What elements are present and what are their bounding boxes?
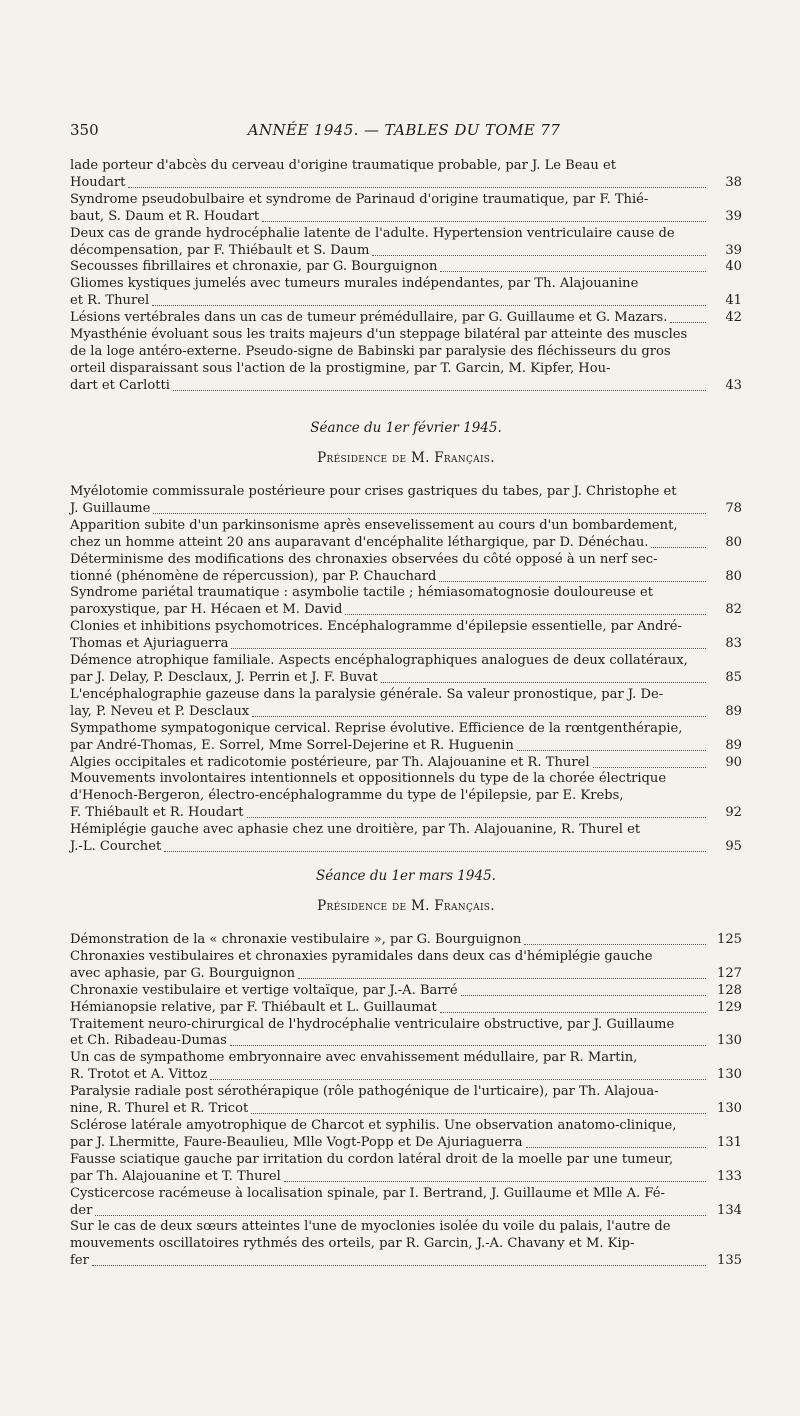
toc-entry-line <box>70 360 706 378</box>
toc-entry-text: paroxystique, par H. Hécaen et M. David <box>70 602 343 618</box>
toc-entry-line <box>70 534 706 552</box>
leader-dots <box>92 1253 706 1266</box>
leader-dots <box>128 175 706 188</box>
toc-entry-text: Déterminisme des modifications des chronaxies observées du côté opposé à un nerf sec- <box>70 551 658 567</box>
toc-page-number: 80 <box>725 534 742 550</box>
toc-entry-text: Apparition subite d'un parkinsonisme après ensevelissement au cours d'un bombardement, <box>70 517 678 533</box>
toc-entry-text: fer <box>70 1253 89 1269</box>
toc-entry-line <box>70 619 706 636</box>
toc-section-2 <box>70 484 742 856</box>
toc-entry-text: Myélotomie commissurale postérieure pour crises gastriques du tabes, par J. Christophe et <box>70 484 677 499</box>
toc-entry-text: orteil disparaissant sous l'action de la prostigmine, par T. Garcin, M. Kipfer, Hou- <box>70 360 611 376</box>
running-head <box>70 118 738 142</box>
toc-entry-text: R. Trotot et A. Vittoz <box>70 1067 208 1083</box>
toc-entry <box>70 1017 742 1051</box>
toc-entry-text: lay, P. Neveu et P. Desclaux <box>70 703 250 719</box>
toc-page-number: 134 <box>717 1202 742 1218</box>
toc-entry-text: par Th. Alajouanine et T. Thurel <box>70 1168 281 1184</box>
toc-entry-line <box>70 982 706 1000</box>
toc-entry <box>70 484 742 518</box>
toc-entry-line <box>70 158 706 175</box>
toc-page-number: 127 <box>717 965 742 981</box>
toc-entry-line <box>70 276 706 293</box>
toc-entry <box>70 327 742 395</box>
toc-entry-text: Sympathome sympatogonique cervical. Reprise évolutive. Efficience de la rœntgenthérapie, <box>70 720 683 736</box>
leader-dots <box>517 738 706 751</box>
toc-entry-line <box>70 965 706 983</box>
toc-entry-text: Syndrome pariétal traumatique : asymbolie tactile ; hémiasomatognosie douloureuse et <box>70 585 653 601</box>
toc-entry-line <box>70 602 706 619</box>
toc-entry-text: Hémiplégie gauche avec aphasie chez une droitière, par Th. Alajouanine, R. Thurel et <box>70 822 641 838</box>
leader-dots <box>670 310 706 323</box>
toc-entry-line <box>70 517 706 535</box>
toc-entry <box>70 310 742 327</box>
leader-dots <box>230 1033 706 1046</box>
leader-dots <box>251 1101 706 1114</box>
session-title: Séance du 1er février 1945. <box>310 420 502 436</box>
presidence-line: Présidence de M. Français. <box>317 898 495 914</box>
toc-entry-text: par J. Lhermitte, Faure-Beaulieu, Mlle Vogt-Popp et De Ajuriaguerra <box>70 1134 523 1150</box>
toc-entry-line <box>70 1067 706 1084</box>
toc-entry <box>70 1186 742 1220</box>
toc-page-number: 133 <box>717 1168 742 1184</box>
toc-entry-text: Mouvements involontaires intentionnels et oppositionnels du type de la chorée électrique <box>70 771 667 787</box>
toc-entry-text: F. Thiébault et R. Houdart <box>70 805 244 821</box>
leader-dots <box>262 209 706 222</box>
toc-entry <box>70 1050 742 1084</box>
toc-entry-text: Algies occipitales et radicotomie postérieure, par Th. Alajouanine et R. Thurel <box>70 754 590 770</box>
toc-entry-text: Lésions vertébrales dans un cas de tumeur prémédullaire, par G. Guillaume et G. Mazars. <box>70 310 668 326</box>
toc-entry-line <box>70 1117 706 1135</box>
toc-entry-text: der <box>70 1202 93 1218</box>
toc-section-2-header <box>70 418 742 468</box>
toc-entry-text: par André-Thomas, E. Sorrel, Mme Sorrel-Dejerine et R. Huguenin <box>70 737 514 753</box>
toc-page-number: 85 <box>725 669 742 685</box>
toc-entry <box>70 755 742 772</box>
leader-dots <box>593 755 706 768</box>
toc-entry <box>70 932 742 949</box>
toc-entry-line <box>70 788 706 805</box>
toc-entry <box>70 158 742 192</box>
toc-entry <box>70 585 742 619</box>
toc-entry-text: décompensation, par F. Thiébault et S. Daum <box>70 242 370 258</box>
toc-entry <box>70 518 742 552</box>
toc-entry-line <box>70 174 706 192</box>
toc-page-number: 89 <box>725 737 742 753</box>
toc-entry-text: Secousses fibrillaires et chronaxie, par G. Bourguignon <box>70 259 438 275</box>
leader-dots <box>372 243 706 256</box>
toc-entry <box>70 276 742 310</box>
toc-entry-line <box>70 822 706 839</box>
toc-page-number: 129 <box>717 999 742 1015</box>
toc-entry-line <box>70 343 706 361</box>
toc-entry <box>70 1118 742 1152</box>
toc-entry-text: Thomas et Ajuriaguerra <box>70 636 229 652</box>
toc-entry-line <box>70 1185 706 1203</box>
toc-entry-text: Clonies et inhibitions psychomotrices. Encéphalogramme d'épilepsie essentielle, par André- <box>70 619 682 635</box>
leader-dots <box>526 1135 706 1148</box>
toc-entry <box>70 983 742 1000</box>
toc-entry-text: Traitement neuro-chirurgical de l'hydrocéphalie ventriculaire obstructive, par J. Guillaume <box>70 1016 675 1032</box>
toc-entry-line <box>70 805 706 822</box>
toc-entry <box>70 771 742 822</box>
toc-section-3 <box>70 932 742 1270</box>
toc-entry-line <box>70 932 706 949</box>
toc-entry-text: Sur le cas de deux sœurs atteintes l'une de myoclonies isolée du voile du palais, l'autre de <box>70 1219 671 1235</box>
leader-dots <box>153 501 706 514</box>
toc-entry-text: Chronaxie vestibulaire et vertige voltaïque, par J.-A. Barré <box>70 982 458 998</box>
toc-entry-line <box>70 1084 706 1101</box>
leader-dots <box>440 259 706 272</box>
toc-page-number: 78 <box>725 500 742 516</box>
toc-page-number: 92 <box>725 805 742 821</box>
toc-entry <box>70 721 742 755</box>
toc-page-number: 39 <box>725 242 742 258</box>
toc-entry <box>70 226 742 260</box>
toc-page-number: 131 <box>717 1134 742 1150</box>
toc-section-3-header <box>70 866 742 916</box>
toc-entry-line <box>70 1253 706 1270</box>
toc-entry-text: Syndrome pseudobulbaire et syndrome de Parinaud d'origine traumatique, par F. Thié- <box>70 191 649 207</box>
leader-dots <box>152 293 706 306</box>
toc-entry-line <box>70 259 706 276</box>
toc-entry-line <box>70 484 706 501</box>
toc-entry-line <box>70 377 706 395</box>
toc-entry-text: Myasthénie évoluant sous les traits majeurs d'un steppage bilatéral par atteinte des muscles <box>70 327 688 343</box>
leader-dots <box>252 704 706 717</box>
toc-entry-text: L'encéphalographie gazeuse dans la paralysie générale. Sa valeur pronostique, par J. De- <box>70 686 664 702</box>
toc-entry-line <box>70 1016 706 1034</box>
toc-entry <box>70 552 742 586</box>
leader-dots <box>173 378 706 391</box>
toc-entry-line <box>70 703 706 721</box>
toc-entry <box>70 1152 742 1186</box>
toc-entry-line <box>70 636 706 653</box>
toc-entry-line <box>70 1151 706 1169</box>
toc-entry-line <box>70 191 706 209</box>
leader-dots <box>345 602 706 615</box>
leader-dots <box>440 1000 706 1013</box>
toc-entry-text: chez un homme atteint 20 ans auparavant d'encéphalite léthargique, par D. Dénéchau. <box>70 534 649 550</box>
toc-entry <box>70 653 742 687</box>
toc-entry-line <box>70 686 706 704</box>
toc-page-number: 80 <box>725 568 742 584</box>
toc-page-number: 38 <box>725 174 742 190</box>
toc-entry-text: avec aphasie, par G. Bourguignon <box>70 965 296 981</box>
toc-entry-text: J.-L. Courchet <box>70 839 162 855</box>
toc-page-number: 130 <box>717 1067 742 1083</box>
toc-page-number: 95 <box>725 839 742 855</box>
leader-dots <box>381 670 706 683</box>
toc-page-number: 128 <box>717 982 742 998</box>
toc-entry-line <box>70 754 706 772</box>
toc-page-number: 40 <box>725 259 742 275</box>
toc-entry-text: Gliomes kystiques jumelés avec tumeurs murales indépendantes, par Th. Alajouanine <box>70 276 639 292</box>
toc-entry-line <box>70 208 706 226</box>
toc-entry-text: par J. Delay, P. Desclaux, J. Perrin et J. F. Buvat <box>70 669 378 685</box>
toc-entry-text: Sclérose latérale amyotrophique de Charcot et syphilis. Une observation anatomo-clinique, <box>70 1117 677 1133</box>
toc-entry-line <box>70 737 706 755</box>
toc-page-number: 43 <box>725 377 742 393</box>
leader-dots <box>651 535 706 548</box>
running-title: ANNÉE 1945. — TABLES DU TOME 77 <box>247 121 561 139</box>
toc-page-number: 83 <box>725 636 742 652</box>
toc-page-number: 125 <box>717 932 742 947</box>
toc-page-number: 130 <box>717 1101 742 1117</box>
toc-entry <box>70 259 742 276</box>
toc-entry-text: dart et Carlotti <box>70 377 170 393</box>
toc-entry-line <box>70 1134 706 1152</box>
toc-entry-line <box>70 1202 706 1220</box>
toc-entry-text: et Ch. Ribadeau-Dumas <box>70 1033 227 1049</box>
toc-entry-text: Fausse sciatique gauche par irritation du cordon latéral droit de la moelle par une tumeur, <box>70 1151 674 1167</box>
toc-page-number: 41 <box>725 293 742 309</box>
toc-entry-line <box>70 771 706 788</box>
toc-entry-text: Deux cas de grande hydrocéphalie latente de l'adulte. Hypertension ventriculaire cause de <box>70 225 675 241</box>
page-number: 350 <box>70 121 99 139</box>
toc-page-number: 90 <box>725 754 742 770</box>
toc-entry-line <box>70 1033 706 1050</box>
leader-dots <box>461 983 706 996</box>
leader-dots <box>284 1169 706 1182</box>
toc-entry-text: lade porteur d'abcès du cerveau d'origine traumatique probable, par J. Le Beau et <box>70 158 616 173</box>
toc-entry-text: tionné (phénomène de répercussion), par P. Chauchard <box>70 568 437 584</box>
toc-entry-text: Houdart <box>70 174 126 190</box>
toc-page-number: 89 <box>725 703 742 719</box>
toc-entry-line <box>70 720 706 738</box>
toc-entry-text: de la loge antéro-externe. Pseudo-signe de Babinski par paralysie des fléchisseurs du gros <box>70 343 671 359</box>
toc-entry-text: d'Henoch-Bergeron, électro-encéphalogramme du type de l'épilepsie, par E. Krebs, <box>70 788 624 804</box>
toc-entry-line <box>70 568 706 586</box>
toc-entry-line <box>70 327 706 344</box>
toc-entry-line <box>70 999 706 1017</box>
toc-entry <box>70 949 742 983</box>
toc-entry-text: Un cas de sympathome embryonnaire avec envahissement médullaire, par R. Martin, <box>70 1050 638 1066</box>
leader-dots <box>210 1067 706 1080</box>
toc-entry-line <box>70 1101 706 1118</box>
toc-page-number: 39 <box>725 208 742 224</box>
session-title: Séance du 1er mars 1945. <box>316 868 496 884</box>
leader-dots <box>298 966 706 979</box>
toc-entry-line <box>70 293 706 310</box>
leader-dots <box>439 569 706 582</box>
toc-entry-line <box>70 1168 706 1186</box>
toc-page-number: 130 <box>717 1033 742 1049</box>
leader-dots <box>524 932 706 945</box>
toc-entry <box>70 687 742 721</box>
toc-entry-line <box>70 669 706 687</box>
toc-entry-text: baut, S. Daum et R. Houdart <box>70 208 260 224</box>
toc-entry <box>70 822 742 856</box>
toc-page-number: 82 <box>725 602 742 618</box>
toc-entry-text: Démonstration de la « chronaxie vestibulaire », par G. Bourguignon <box>70 932 522 947</box>
toc-entry-line <box>70 1219 706 1236</box>
toc-entry-line <box>70 551 706 569</box>
toc-entry-line <box>70 310 706 327</box>
toc-entry-line <box>70 1236 706 1253</box>
leader-dots <box>231 636 706 649</box>
toc-entry-text: Chronaxies vestibulaires et chronaxies pyramidales dans deux cas d'hémiplégie gauche <box>70 948 653 964</box>
leader-dots <box>95 1203 706 1216</box>
toc-entry <box>70 1000 742 1017</box>
toc-entry-line <box>70 839 706 856</box>
toc-entry-line <box>70 225 706 243</box>
toc-entry-line <box>70 500 706 518</box>
toc-entry-text: Paralysie radiale post sérothérapique (rôle pathogénique de l'urticaire), par Th. Alajoua- <box>70 1084 659 1100</box>
toc-entry-line <box>70 585 706 602</box>
toc-entry-line <box>70 1050 706 1067</box>
toc-entry <box>70 1219 742 1270</box>
toc-entry-text: J. Guillaume <box>70 500 151 516</box>
leader-dots <box>247 805 706 818</box>
toc-entry-text: Hémianopsie relative, par F. Thiébault et L. Guillaumat <box>70 999 437 1015</box>
toc-entry <box>70 192 742 226</box>
toc-entry <box>70 1084 742 1118</box>
presidence-line: Présidence de M. Français. <box>317 450 495 466</box>
toc-entry-text: Cysticercose racémeuse à localisation spinale, par I. Bertrand, J. Guillaume et Mlle A. Fé- <box>70 1185 665 1201</box>
toc-page-number: 42 <box>725 310 742 326</box>
toc-entry-text: nine, R. Thurel et R. Tricot <box>70 1101 249 1117</box>
toc-entry <box>70 619 742 653</box>
leader-dots <box>164 839 706 852</box>
toc-section-1 <box>70 158 742 395</box>
toc-entry-text: mouvements oscillatoires rythmés des orteils, par R. Garcin, J.-A. Chavany et M. Kip- <box>70 1236 635 1252</box>
toc-entry-line <box>70 653 706 670</box>
toc-entry-text: et R. Thurel <box>70 293 150 309</box>
toc-entry-text: Démence atrophique familiale. Aspects encéphalographiques analogues de deux collatéraux, <box>70 653 688 669</box>
toc-entry-line <box>70 242 706 260</box>
toc-page-number: 135 <box>717 1253 742 1269</box>
toc-entry-line <box>70 948 706 966</box>
